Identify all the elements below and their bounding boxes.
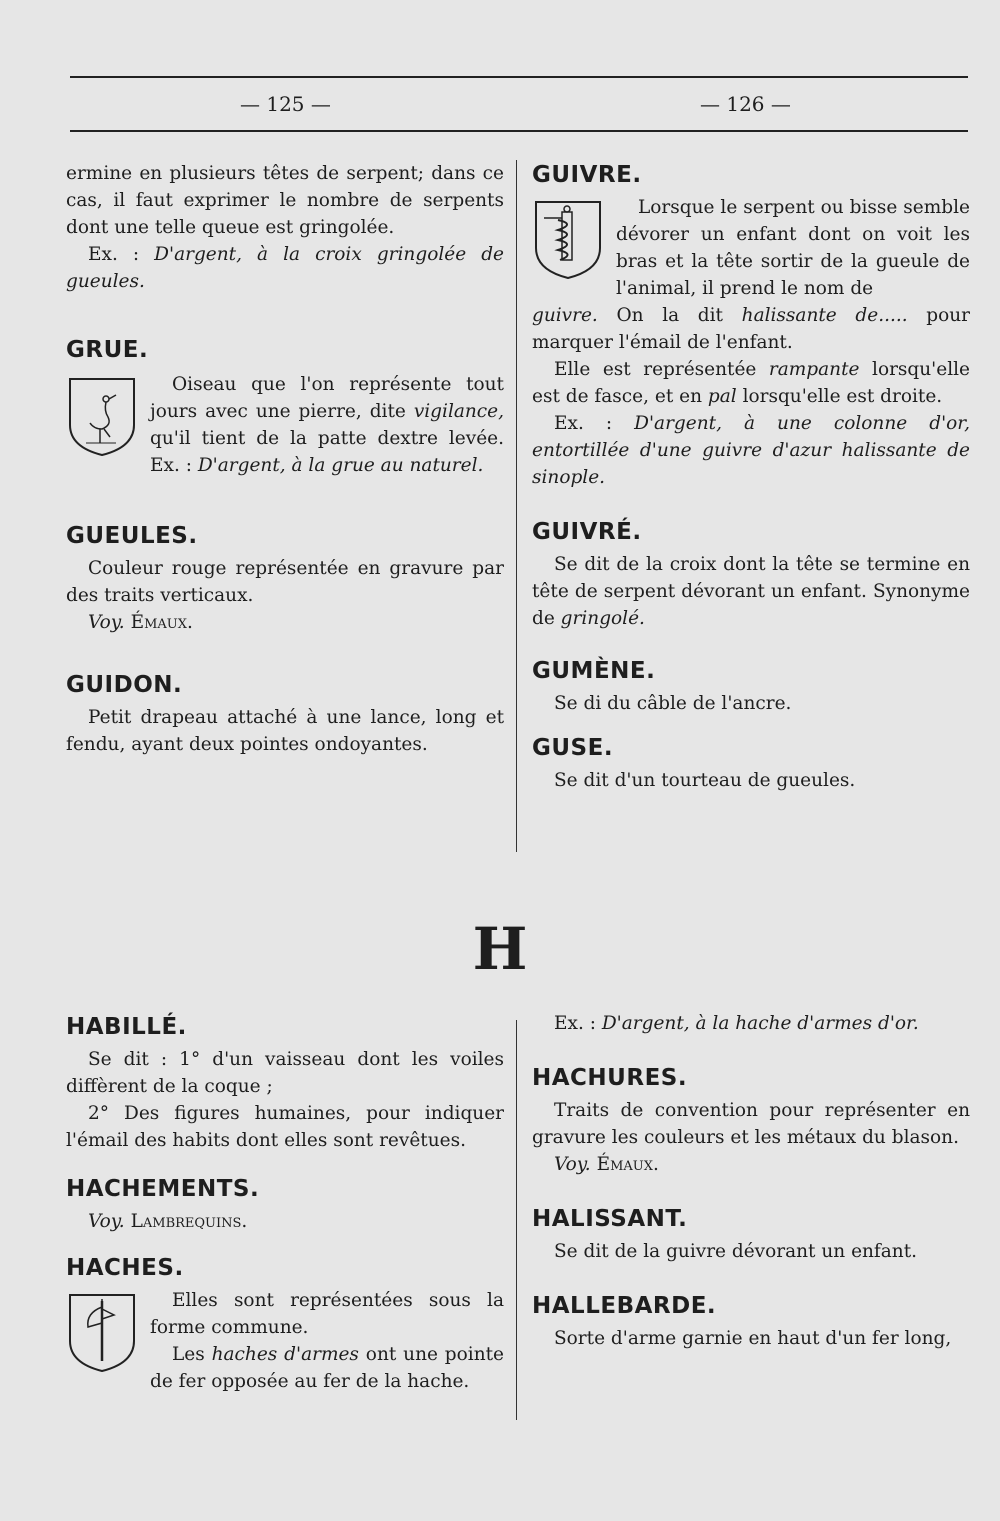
continuation-example: Ex. : D'argent, à la croix gringolée de gueules. bbox=[66, 244, 504, 292]
guivre-text-cont: guivre. On la dit halissante de..... pour marquer l'émail de l'enfant. bbox=[532, 305, 971, 353]
grue-entry bbox=[66, 371, 504, 479]
entry-title-guivre-adj: GUIVRÉ. bbox=[532, 519, 642, 545]
entry-title-hachures: HACHURES. bbox=[532, 1065, 688, 1091]
entry-title-guse: GUSE. bbox=[532, 735, 614, 761]
continuation-text: ermine en plusieurs têtes de serpent; dans ce cas, il faut exprimer le nombre de serpents dont une telle queue est gringolée. bbox=[66, 163, 504, 238]
gueules-text: Couleur rouge représentée en gravure par des traits verticaux. bbox=[66, 558, 504, 606]
page-number-right: — 126 — bbox=[700, 92, 791, 116]
gumene-text: Se di du câble de l'ancre. bbox=[554, 693, 792, 714]
habille-text-2: 2° Des figures humaines, pour indiquer l'émail des habits dont elles sont revêtues. bbox=[66, 1103, 504, 1151]
halissant-text: Se dit de la guivre dévorant un enfant. bbox=[554, 1241, 918, 1262]
habille-text-1: Se dit : 1° d'un vaisseau dont les voiles diffèrent de la coque ; bbox=[66, 1049, 504, 1097]
grue-text: Oiseau que l'on représente tout jours avec une pierre, dite vigilance, qu'il tient de la patte dextre levée. Ex. : D'argent, à la grue au naturel. bbox=[150, 374, 504, 476]
guidon-text: Petit drapeau attaché à une lance, long et fendu, ayant deux pointes ondoyantes. bbox=[66, 707, 504, 755]
entry-title-gueules: GUEULES. bbox=[66, 523, 198, 549]
entry-title-guidon: GUIDON. bbox=[66, 672, 183, 698]
guivre-text-2: Elle est représentée rampante lorsqu'elle est de fasce, et en pal lorsqu'elle est droite. bbox=[532, 359, 970, 407]
guse-text: Se dit d'un tourteau de gueules. bbox=[554, 770, 856, 791]
axe-shield-icon bbox=[66, 1291, 138, 1373]
bottom-left-column bbox=[66, 1014, 504, 1395]
top-left-column bbox=[66, 160, 504, 758]
hachements-reference: Voy. Lambrequins. bbox=[88, 1211, 248, 1232]
column-divider-bottom bbox=[516, 1020, 517, 1420]
entry-title-guivre: GUIVRE. bbox=[532, 162, 642, 188]
entry-title-hachements: HACHEMENTS. bbox=[66, 1176, 260, 1202]
entry-title-haches: HACHES. bbox=[66, 1255, 184, 1281]
haches-entry bbox=[66, 1287, 504, 1395]
page-number-left: — 125 — bbox=[240, 92, 331, 116]
header-rule-bottom bbox=[70, 130, 968, 132]
guivre-adj-text: Se dit de la croix dont la tête se termine en tête de serpent dévorant un enfant. Synonyme de gringolé. bbox=[532, 554, 970, 629]
hachures-reference: Voy. Émaux. bbox=[554, 1154, 659, 1175]
hallebarde-text: Sorte d'arme garnie en haut d'un fer long, bbox=[554, 1328, 952, 1349]
guivre-text-head: Lorsque le serpent ou bisse semble dévorer un enfant dont on voit les bras et la tête sortir de la gueule de l'animal, il prend le nom de bbox=[616, 197, 970, 299]
column-divider-top bbox=[516, 160, 517, 852]
header-rule-top bbox=[70, 76, 968, 78]
haches-text-2: Les haches d'armes ont une pointe de fer opposée au fer de la hache. bbox=[150, 1344, 505, 1392]
hachures-text: Traits de convention pour représenter en gravure les couleurs et les métaux du blason. bbox=[532, 1100, 970, 1148]
haches-text-1: Elles sont représentées sous la forme commune. bbox=[150, 1290, 504, 1338]
entry-title-grue: GRUE. bbox=[66, 337, 149, 363]
guivre-entry bbox=[532, 194, 970, 302]
entry-title-gumene: GUMÈNE. bbox=[532, 658, 656, 684]
entry-title-halissant: HALISSANT. bbox=[532, 1206, 688, 1232]
bottom-right-column bbox=[532, 1010, 970, 1352]
gueules-reference: Voy. Émaux. bbox=[88, 612, 193, 633]
entry-title-hallebarde: HALLEBARDE. bbox=[532, 1293, 717, 1319]
top-right-column bbox=[532, 162, 970, 794]
section-letter: H bbox=[472, 915, 528, 983]
guivre-example: Ex. : D'argent, à une colonne d'or, entortillée d'une guivre d'azur halissante de sinople. bbox=[532, 413, 970, 488]
guivre-shield-icon bbox=[532, 198, 604, 280]
crane-shield-icon bbox=[66, 375, 138, 457]
entry-title-habille: HABILLÉ. bbox=[66, 1014, 187, 1040]
haches-example: Ex. : D'argent, à la hache d'armes d'or. bbox=[554, 1013, 919, 1034]
